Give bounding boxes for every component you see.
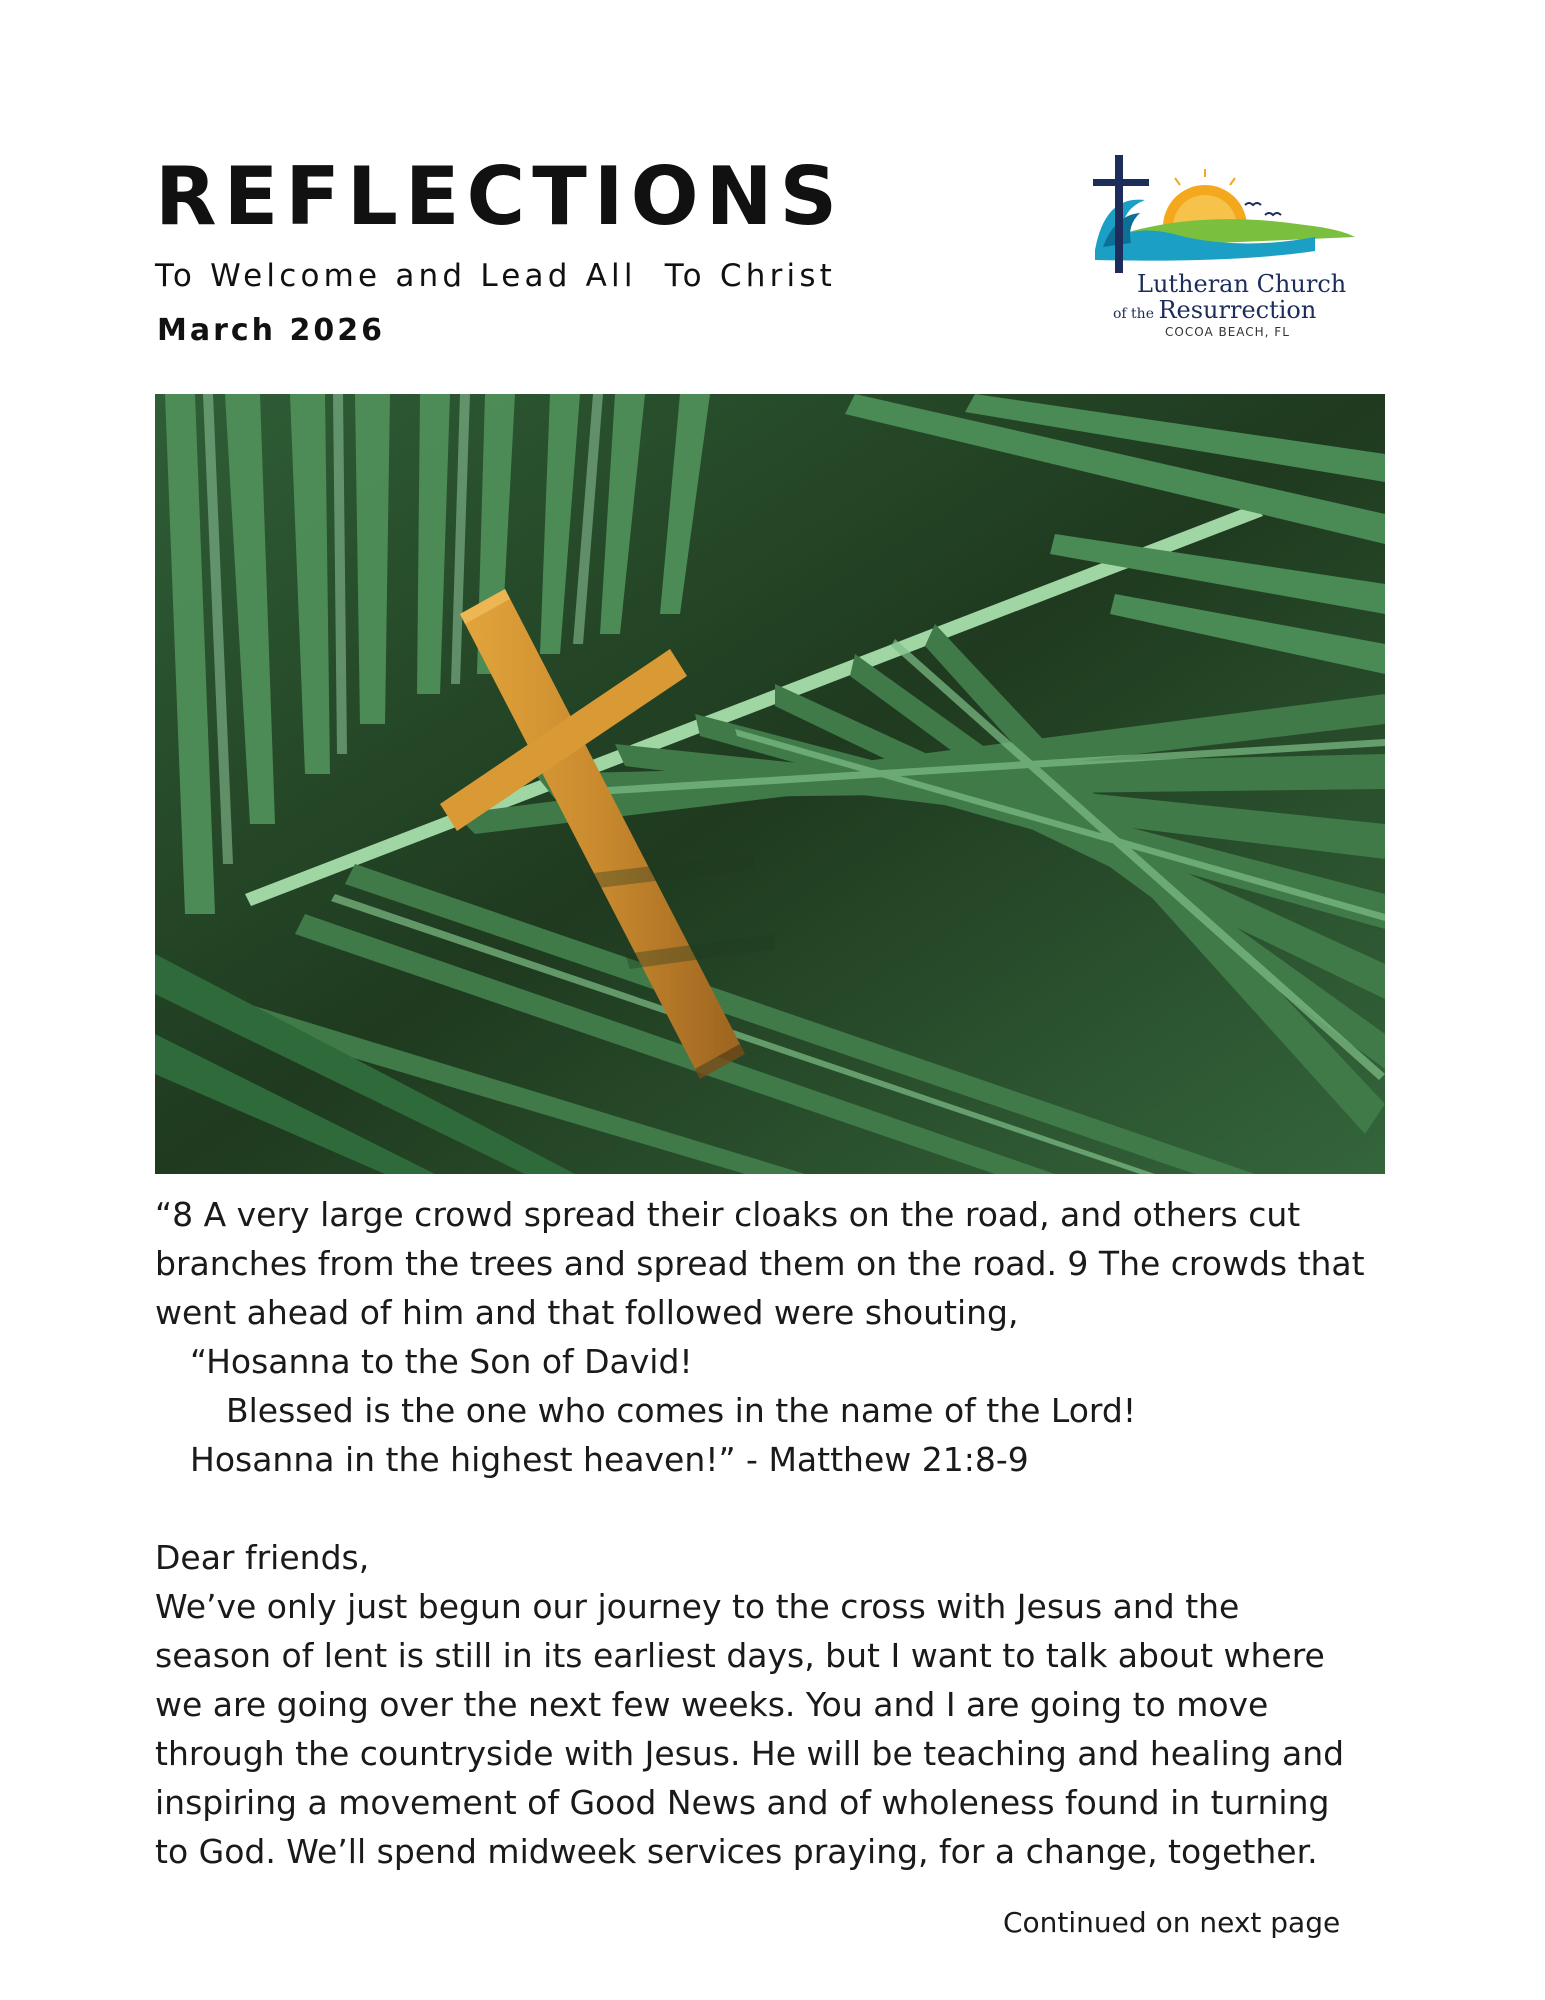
- scripture-line-3: went ahead of him and that followed were shouting,: [155, 1293, 1019, 1332]
- letter-line-6: to God. We’ll spend midweek services praying, for a change, together.: [155, 1832, 1318, 1871]
- logo-church-name-2: [1113, 296, 1316, 324]
- logo-of-the: of the: [1113, 306, 1159, 322]
- scripture-line-1: “8 A very large crowd spread their cloaks on the road, and others cut: [155, 1195, 1301, 1234]
- continued-note: Continued on next page: [1003, 1906, 1341, 1939]
- newsletter-title: REFLECTIONS: [155, 150, 845, 243]
- letter-line-2: season of lent is still in its earliest days, but I want to talk about where: [155, 1636, 1325, 1675]
- logo-emblem-icon: [1085, 155, 1385, 275]
- letter-line-5: inspiring a movement of Good News and of wholeness found in turning: [155, 1783, 1330, 1822]
- pastor-letter: [155, 1533, 1395, 1876]
- scripture-line-6: Hosanna in the highest heaven!” - Matthew 21:8-9: [190, 1440, 1029, 1479]
- tagline: To Welcome and Lead All To Christ: [155, 258, 837, 294]
- letter-line-4: through the countryside with Jesus. He will be teaching and healing and: [155, 1734, 1345, 1773]
- letter-greeting: Dear friends,: [155, 1538, 370, 1577]
- logo-resurrection: Resurrection: [1158, 296, 1317, 324]
- scripture-quote: [155, 1190, 1395, 1484]
- letter-line-3: we are going over the next few weeks. You and I are going to move: [155, 1685, 1269, 1724]
- issue-date: March 2026: [157, 313, 385, 348]
- logo-church-name: Lutheran Church: [1137, 270, 1347, 298]
- palm-cross-photo: [155, 394, 1385, 1174]
- letter-line-1: We’ve only just begun our journey to the cross with Jesus and the: [155, 1587, 1240, 1626]
- logo-location: COCOA BEACH, FL: [1165, 325, 1290, 339]
- scripture-line-4: “Hosanna to the Son of David!: [190, 1342, 693, 1381]
- church-logo: [1085, 155, 1385, 345]
- scripture-line-5: Blessed is the one who comes in the name of the Lord!: [226, 1391, 1137, 1430]
- scripture-line-2: branches from the trees and spread them on the road. 9 The crowds that: [155, 1244, 1365, 1283]
- palm-frond-cross-image: [155, 394, 1385, 1174]
